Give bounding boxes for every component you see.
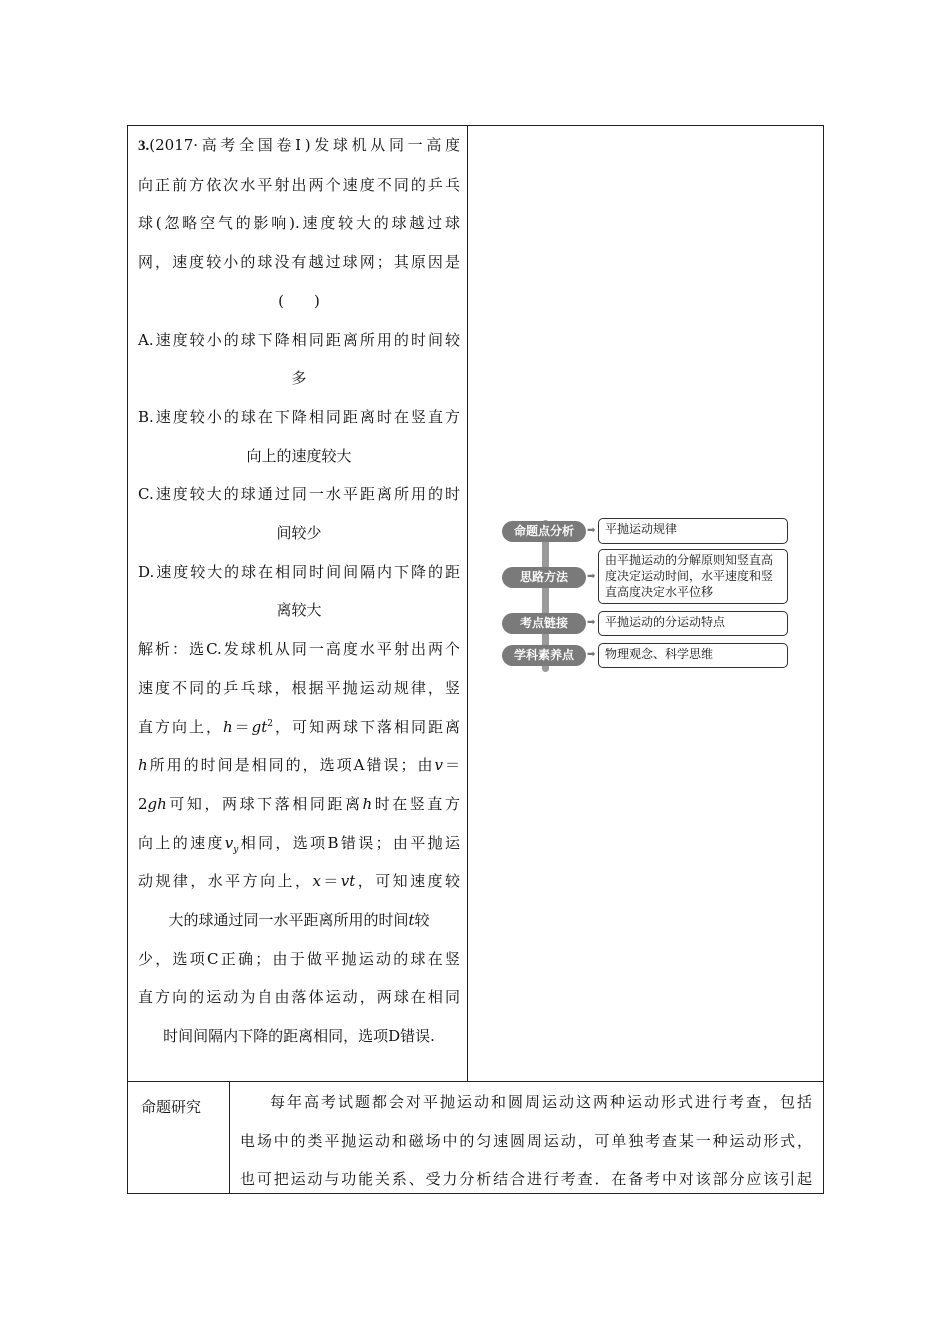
column-divider-top xyxy=(467,125,468,1081)
option-d: D.速度较大的球在相同时间间隔内下降的距 xyxy=(138,562,460,581)
option-d-cont: 离较大 xyxy=(276,601,322,620)
answer-blank: ( ) xyxy=(278,291,320,310)
arrow-right-icon: ➡ xyxy=(587,571,596,582)
question-number: 3. xyxy=(138,138,150,154)
option-b: B.速度较小的球在下降相同距离时在竖直方 xyxy=(138,407,460,426)
question-line-2: 向正前方依次水平射出两个速度不同的乒乓 xyxy=(138,175,460,194)
arrow-right-icon: ➡ xyxy=(587,617,596,628)
diagram-label-3: 考点链接 xyxy=(502,613,586,634)
arrow-right-icon: ➡ xyxy=(587,649,596,660)
analysis-line-1: 解析：选C.发球机从同一高度水平射出两个 xyxy=(138,640,460,659)
arrow-right-icon: ➡ xyxy=(587,525,596,536)
option-a-cont: 多 xyxy=(291,369,307,388)
option-b-cont: 向上的速度较大 xyxy=(246,446,352,465)
column-divider-bottom xyxy=(229,1081,230,1194)
analysis-line-9: 少，选项C正确；由于做平抛运动的球在竖 xyxy=(138,949,460,968)
question-line-3: 球(忽略空气的影响).速度较大的球越过球 xyxy=(138,214,460,233)
research-label: 命题研究 xyxy=(141,1098,202,1116)
analysis-line-3: 直方向上，$h=gt^2$，可知两球下落相同距离 xyxy=(138,717,460,736)
diagram-box-2: 由平抛运动的分解原则知竖直高度决定运动时间，水平速度和竖直高度决定水平位移 xyxy=(598,549,788,604)
question-cell xyxy=(138,126,460,1056)
diagram-box-1: 平抛运动规律 xyxy=(598,518,788,544)
option-c: C.速度较大的球通过同一水平距离所用的时 xyxy=(138,485,460,504)
research-line-1: 每年高考试题都会对平抛运动和圆周运动这两种运动形式进行考查，包括 xyxy=(270,1093,812,1111)
row-divider xyxy=(127,1081,824,1082)
diagram-box-3: 平抛运动的分运动特点 xyxy=(598,611,788,636)
research-line-2: 电场中的类平抛运动和磁场中的匀速圆周运动，可单独考查某一种运动形式， xyxy=(240,1131,812,1150)
diagram-label-2: 思路方法 xyxy=(502,567,586,588)
research-body xyxy=(240,1083,812,1199)
analysis-line-6: 向上的速度$v_y$相同，选项B错误；由平抛运 xyxy=(138,833,460,855)
analysis-diagram xyxy=(502,516,792,676)
analysis-line-11: 时间间隔内下降的距离相同，选项D错误. xyxy=(163,1027,435,1046)
research-line-3: 也可把运动与功能关系、受力分析结合进行考查．在备考中对该部分应该引起 xyxy=(240,1170,812,1188)
analysis-line-10: 直方向的运动为自由落体运动，两球在相同 xyxy=(138,988,460,1007)
analysis-line-8: 大的球通过同一水平距离所用的时间t较 xyxy=(168,911,430,930)
diagram-label-1: 命题点分析 xyxy=(502,521,586,542)
analysis-line-7: 动规律，水平方向上，x＝vt，可知速度较 xyxy=(138,872,460,891)
analysis-line-2: 速度不同的乒乓球，根据平抛运动规律，竖 xyxy=(138,678,460,697)
analysis-line-5: 2gh可知，两球下落相同距离h时在竖直方 xyxy=(138,794,460,813)
diagram-label-4: 学科素养点 xyxy=(502,645,586,666)
option-c-cont: 间较少 xyxy=(276,524,322,543)
diagram-box-4: 物理观念、科学思维 xyxy=(598,643,788,668)
option-a: A.速度较小的球下降相同距离所用的时间较 xyxy=(138,330,460,349)
analysis-line-4: h所用的时间是相同的，选项A错误；由v＝ xyxy=(138,756,460,775)
question-line-4: 网，速度较小的球没有越过球网；其原因是 xyxy=(138,253,460,272)
question-line-1: 3.(2017·高考全国卷Ⅰ)发球机从同一高度 xyxy=(138,136,460,154)
